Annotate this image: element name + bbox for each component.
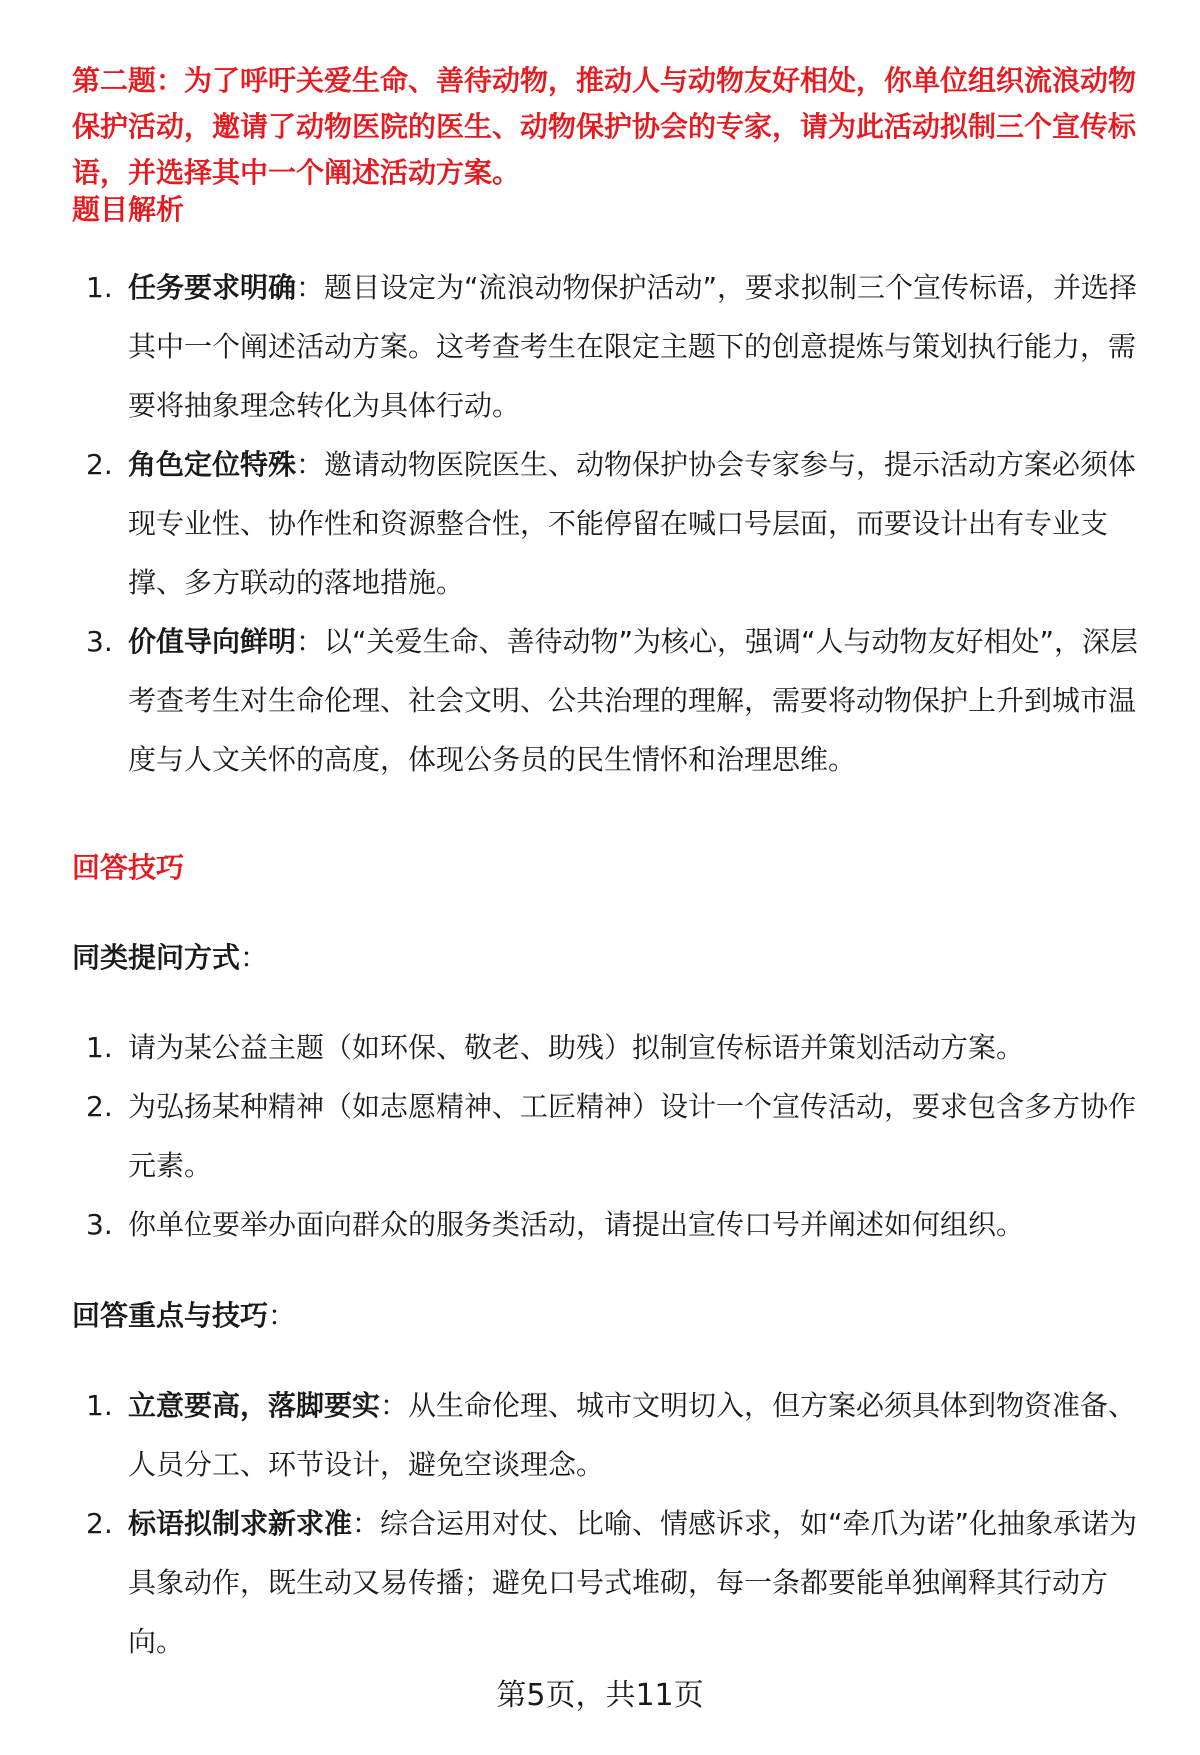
item-term: 角色定位特殊: [128, 448, 297, 481]
similar-questions-heading: [72, 938, 268, 978]
list-item: [72, 1018, 1144, 1077]
key-points-list: [72, 1376, 1144, 1671]
item-term: 任务要求明确: [128, 271, 297, 304]
item-term: 标语拟制求新求准: [128, 1507, 353, 1540]
item-term: 立意要高，落脚要实: [128, 1389, 381, 1422]
item-number: 1.: [86, 1031, 113, 1064]
item-text: 你单位要举办面向群众的服务类活动，请提出宣传口号并阐述如何组织。: [128, 1208, 1025, 1241]
skills-heading: 回答技巧: [72, 851, 185, 884]
item-text: ：邀请动物医院医生、动物保护协会专家参与，提示活动方案必须体现专业性、协作性和资源整合性，不能停留在喊口号层面，而要设计出有专业支撑、多方联动的落地措施。: [128, 448, 1137, 599]
item-number: 2.: [86, 1507, 113, 1540]
item-text: ：从生命伦理、城市文明切入，但方案必须具体到物资准备、人员分工、环节设计，避免空谈理念。: [128, 1389, 1137, 1481]
item-number: 3.: [86, 1208, 113, 1241]
question-text: 第二题：为了呼吁关爱生命、善待动物，推动人与动物友好相处，你单位组织流浪动物保护活动，邀请了动物医院的医生、动物保护协会的专家，请为此活动拟制三个宣传标语，并选择其中一个阐述活动方案。: [72, 64, 1137, 189]
heading-colon: ：: [268, 1299, 297, 1332]
item-text: ：综合运用对仗、比喻、情感诉求，如“牵爪为诺”化抽象承诺为具象动作，既生动又易传播；避免口号式堆砌，每一条都要能单独阐释其行动方向。: [128, 1507, 1138, 1658]
item-text: ：题目设定为“流浪动物保护活动”，要求拟制三个宣传标语，并选择其中一个阐述活动方案。这考查考生在限定主题下的创意提炼与策划执行能力，需要将抽象理念转化为具体行动。: [128, 271, 1138, 422]
list-item: [72, 1077, 1144, 1195]
list-item: [72, 612, 1144, 789]
item-number: 1.: [86, 271, 113, 304]
item-term: 价值导向鲜明: [128, 625, 297, 658]
analysis-heading: 题目解析: [72, 193, 185, 226]
list-item: [72, 1195, 1144, 1254]
item-text: 为弘扬某种精神（如志愿精神、工匠精神）设计一个宣传活动，要求包含多方协作元素。: [128, 1090, 1137, 1182]
item-number: 2.: [86, 448, 113, 481]
item-text: ：以“关爱生命、善待动物”为核心，强调“人与动物友好相处”，深层考查考生对生命伦理、社会文明、公共治理的理解，需要将动物保护上升到城市温度与人文关怀的高度，体现公务员的民生情怀和治理思维。: [128, 625, 1139, 776]
item-text: 请为某公益主题（如环保、敬老、助残）拟制宣传标语并策划活动方案。: [128, 1031, 1025, 1064]
list-item: [72, 1494, 1144, 1671]
similar-questions-title: 同类提问方式: [72, 941, 241, 974]
analysis-list: [72, 258, 1144, 789]
item-number: 2.: [86, 1090, 113, 1123]
key-points-heading: [72, 1296, 296, 1336]
key-points-title: 回答重点与技巧: [72, 1299, 269, 1332]
list-item: [72, 1376, 1144, 1494]
similar-questions-list: [72, 1018, 1144, 1254]
heading-colon: ：: [240, 941, 269, 974]
list-item: [72, 435, 1144, 612]
item-number: 3.: [86, 625, 113, 658]
page-number: 第5页，共11页: [496, 1678, 704, 1713]
list-item: [72, 258, 1144, 435]
item-number: 1.: [86, 1389, 113, 1422]
